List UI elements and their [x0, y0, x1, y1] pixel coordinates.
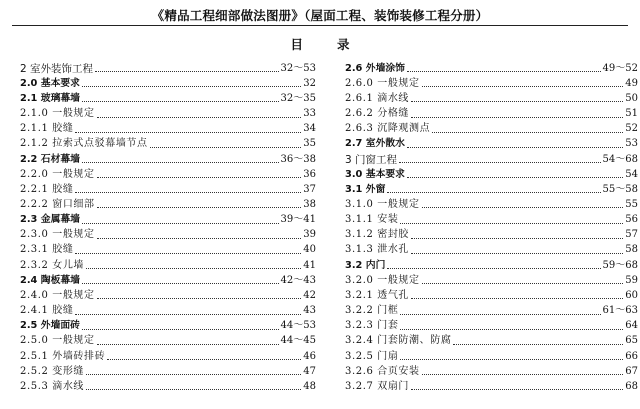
toc-entry[interactable] — [345, 106, 638, 121]
toc-entry-page: 39～41 — [280, 214, 316, 226]
toc-entry-page: 58 — [625, 244, 638, 256]
toc-entry-page: 40 — [303, 244, 316, 256]
toc-entry-page: 34 — [303, 123, 316, 135]
toc-entry-label: 3.1.2 密封胶 — [345, 229, 410, 241]
toc-entry[interactable] — [345, 182, 638, 197]
toc-entry-label: 2.6.1 滴水线 — [345, 92, 410, 104]
toc-entry[interactable] — [345, 288, 638, 303]
dot-leader — [411, 298, 623, 299]
toc-entry-label: 3.2.6 合页安装 — [345, 365, 420, 377]
toc-entry-label: 2 室外装饰工程 — [20, 62, 94, 75]
toc-entry-page: 53 — [625, 138, 638, 150]
toc-entry-page: 54～68 — [602, 153, 638, 165]
toc-entry[interactable] — [20, 334, 316, 349]
dot-leader — [411, 253, 623, 254]
toc-entry-page: 42～43 — [280, 274, 316, 286]
dot-leader — [97, 238, 302, 239]
dot-leader — [400, 359, 623, 360]
dot-leader — [97, 207, 302, 208]
toc-entry-label: 3.2.1 透气孔 — [345, 289, 410, 301]
document-header-title: 《精品工程细部做法图册》（屋面工程、装饰装修工程分册） — [151, 8, 489, 23]
toc-title — [0, 35, 640, 53]
toc-entry-page: 32 — [303, 77, 316, 89]
dot-leader — [400, 223, 623, 224]
dot-leader — [150, 147, 302, 148]
toc-entry[interactable] — [20, 61, 316, 76]
toc-entry-page: 52 — [625, 123, 638, 135]
dot-leader — [97, 344, 279, 345]
toc-entry-label: 3.1 外窗 — [345, 183, 386, 195]
dot-leader — [86, 374, 301, 375]
dot-leader — [82, 329, 279, 330]
dot-leader — [422, 86, 624, 87]
toc-entry-label: 3.2.7 双扇门 — [345, 380, 410, 392]
toc-entry-label: 3.1.1 安装 — [345, 214, 399, 226]
dot-leader — [400, 329, 623, 330]
dot-leader — [411, 238, 623, 239]
dot-leader — [86, 389, 301, 390]
toc-entry[interactable] — [20, 273, 316, 288]
toc-entry-label: 2.5 外墙面砖 — [20, 320, 80, 332]
toc-entry-label: 3.2.5 门扇 — [345, 350, 399, 362]
toc-entry-label: 2.3.0 一般规定 — [20, 229, 95, 241]
toc-entry-page: 56 — [625, 214, 638, 226]
dot-leader — [407, 71, 601, 72]
toc-entry[interactable] — [20, 167, 316, 182]
toc-entry-label: 2.4.1 胶缝 — [20, 305, 74, 317]
dot-leader — [407, 177, 623, 178]
toc-entry-page: 48 — [303, 380, 316, 392]
toc-entry-page: 54 — [625, 168, 638, 180]
toc-entry-label: 2.3 金属幕墙 — [20, 214, 80, 226]
dot-leader — [387, 268, 600, 269]
toc-entry-page: 39 — [303, 229, 316, 241]
toc-entry-label: 3.1.0 一般规定 — [345, 198, 420, 210]
toc-entry-page: 49～52 — [602, 62, 638, 74]
dot-leader — [422, 374, 624, 375]
toc-entry[interactable] — [20, 243, 316, 258]
toc-entry[interactable] — [345, 137, 638, 152]
toc-entry[interactable] — [345, 122, 638, 137]
toc-entry-label: 2.1.0 一般规定 — [20, 108, 95, 120]
dot-leader — [82, 101, 279, 102]
toc-entry[interactable] — [20, 304, 316, 319]
toc-entry-page: 49 — [625, 77, 638, 89]
dot-leader — [400, 314, 600, 315]
toc-entry-label: 3 门窗工程 — [345, 153, 398, 166]
dot-leader — [75, 253, 301, 254]
toc-entry-label: 2.6.2 分格缝 — [345, 108, 410, 120]
toc-entry[interactable] — [20, 228, 316, 243]
toc-entry[interactable] — [345, 91, 638, 106]
toc-entry[interactable] — [20, 258, 316, 273]
dot-leader — [97, 177, 302, 178]
toc-entry[interactable] — [345, 304, 638, 319]
toc-entry-label: 2.6.0 一般规定 — [345, 77, 420, 89]
toc-entry-page: 38 — [303, 198, 316, 210]
toc-entry-page: 50 — [625, 92, 638, 104]
toc-entry-page: 46 — [303, 350, 316, 362]
toc-entry-page: 68 — [625, 380, 638, 392]
toc-entry-label: 3.0 基本要求 — [345, 168, 405, 180]
toc-entry-page: 60 — [625, 289, 638, 301]
toc-entry[interactable] — [345, 228, 638, 243]
dot-leader — [97, 298, 302, 299]
toc-entry[interactable] — [20, 76, 316, 91]
toc-entry-label: 2.2.0 一般规定 — [20, 168, 95, 180]
dot-leader — [86, 268, 301, 269]
dot-leader — [95, 71, 279, 72]
toc-left-column — [20, 61, 316, 394]
dot-leader — [432, 132, 623, 133]
toc-entry-label: 3.2.0 一般规定 — [345, 274, 420, 286]
toc-entry-label: 2.1.1 胶缝 — [20, 123, 74, 135]
toc-entry-label: 2.6 外墙涂饰 — [345, 62, 405, 74]
toc-entry[interactable] — [345, 243, 638, 258]
toc-entry-page: 59 — [625, 274, 638, 286]
toc-entry-page: 57 — [625, 229, 638, 241]
toc-entry-page: 64 — [625, 320, 638, 332]
toc-entry[interactable] — [20, 106, 316, 121]
toc-entry[interactable] — [345, 213, 638, 228]
toc-entry-page: 55 — [625, 198, 638, 210]
toc-entry[interactable] — [20, 379, 316, 394]
toc-entry-page: 43 — [303, 305, 316, 317]
toc-entry-page: 32～53 — [280, 62, 316, 74]
toc-entry[interactable] — [345, 258, 638, 273]
toc-entry-label: 2.5.3 滴水线 — [20, 380, 85, 392]
dot-leader — [422, 283, 624, 284]
toc-title-char-2: 录 — [337, 37, 350, 52]
toc-entry-label: 2.6.3 沉降观测点 — [345, 123, 431, 135]
toc-entry-label: 3.2 内门 — [345, 259, 386, 271]
toc-entry-label: 2.2.1 胶缝 — [20, 183, 74, 195]
toc-entry-label: 2.2 石材幕墙 — [20, 153, 80, 165]
toc-entry[interactable] — [20, 197, 316, 212]
toc-entry[interactable] — [345, 364, 638, 379]
toc-entry[interactable] — [345, 319, 638, 334]
toc-entry-page: 41 — [303, 259, 316, 271]
dot-leader — [97, 117, 302, 118]
toc-entry-page: 47 — [303, 365, 316, 377]
toc-entry-label: 2.3.2 女儿墙 — [20, 259, 85, 271]
toc-entry-label: 2.0 基本要求 — [20, 77, 80, 89]
dot-leader — [107, 359, 301, 360]
toc-entry[interactable] — [20, 364, 316, 379]
toc-entry-page: 55～58 — [602, 183, 638, 195]
toc-entry-page: 36～38 — [280, 153, 316, 165]
toc-entry-label: 2.5.2 变形缝 — [20, 365, 85, 377]
toc-entry-page: 33 — [303, 108, 316, 120]
toc-entry-label: 2.2.2 窗口细部 — [20, 198, 95, 210]
toc-entry[interactable] — [20, 137, 316, 152]
toc-entry[interactable] — [345, 152, 638, 167]
toc-entry-label: 2.4.0 一般规定 — [20, 289, 95, 301]
header-divider — [12, 25, 628, 26]
toc-entry[interactable] — [20, 182, 316, 197]
toc-entry[interactable] — [20, 349, 316, 364]
toc-entry-label: 2.7 室外散水 — [345, 138, 405, 150]
dot-leader — [75, 314, 301, 315]
toc-entry[interactable] — [345, 76, 638, 91]
toc-entry[interactable] — [345, 334, 638, 349]
toc-entry[interactable] — [20, 152, 316, 167]
toc-entry-page: 42 — [303, 289, 316, 301]
toc-entry-page: 66 — [625, 350, 638, 362]
toc-entry-page: 36 — [303, 168, 316, 180]
toc-entry[interactable] — [20, 122, 316, 137]
toc-entry-page: 44～53 — [280, 320, 316, 332]
dot-leader — [82, 162, 279, 163]
toc-entry-page: 44～45 — [280, 335, 316, 347]
toc-entry[interactable] — [345, 61, 638, 76]
dot-leader — [82, 86, 301, 87]
dot-leader — [399, 162, 601, 163]
toc-entry-label: 3.2.2 门框 — [345, 305, 399, 317]
toc-entry-page: 51 — [625, 108, 638, 120]
toc-entry-page: 61～63 — [602, 305, 638, 317]
dot-leader — [422, 207, 624, 208]
toc-entry[interactable] — [20, 319, 316, 334]
toc-entry[interactable] — [20, 213, 316, 228]
toc-entry-page: 35 — [303, 138, 316, 150]
dot-leader — [387, 192, 600, 193]
dot-leader — [82, 223, 279, 224]
toc-entry[interactable] — [20, 91, 316, 106]
dot-leader — [453, 344, 623, 345]
toc-entry[interactable] — [345, 197, 638, 212]
toc-entry[interactable] — [345, 167, 638, 182]
toc-entry-page: 65 — [625, 335, 638, 347]
dot-leader — [82, 283, 279, 284]
toc-entry-label: 2.1 玻璃幕墙 — [20, 92, 80, 104]
dot-leader — [75, 132, 301, 133]
toc-entry[interactable] — [20, 288, 316, 303]
toc-entry-label: 2.5.1 外墙砖排砖 — [20, 350, 106, 362]
toc-entry-label: 3.1.3 泄水孔 — [345, 244, 410, 256]
toc-entry-label: 2.1.2 拉索式点驳幕墙节点 — [20, 138, 148, 150]
toc-entry-page: 67 — [625, 365, 638, 377]
toc-entry-label: 2.3.1 胶缝 — [20, 244, 74, 256]
dot-leader — [75, 192, 301, 193]
toc-entry[interactable] — [345, 273, 638, 288]
toc-entry-page: 32～35 — [280, 92, 316, 104]
toc-entry-page: 59～68 — [602, 259, 638, 271]
toc-right-column — [345, 61, 638, 394]
dot-leader — [411, 101, 623, 102]
toc-entry-label: 2.4 陶板幕墙 — [20, 274, 80, 286]
toc-title-char-1: 目 — [290, 37, 303, 52]
dot-leader — [407, 147, 623, 148]
toc-entry-label: 2.5.0 一般规定 — [20, 335, 95, 347]
toc-entry[interactable] — [345, 379, 638, 394]
toc-entry-label: 3.2.3 门套 — [345, 320, 399, 332]
dot-leader — [411, 117, 623, 118]
toc-entry[interactable] — [345, 349, 638, 364]
toc-entry-label: 3.2.4 门套防潮、防腐 — [345, 335, 452, 347]
toc-entry-page: 37 — [303, 183, 316, 195]
dot-leader — [411, 389, 623, 390]
